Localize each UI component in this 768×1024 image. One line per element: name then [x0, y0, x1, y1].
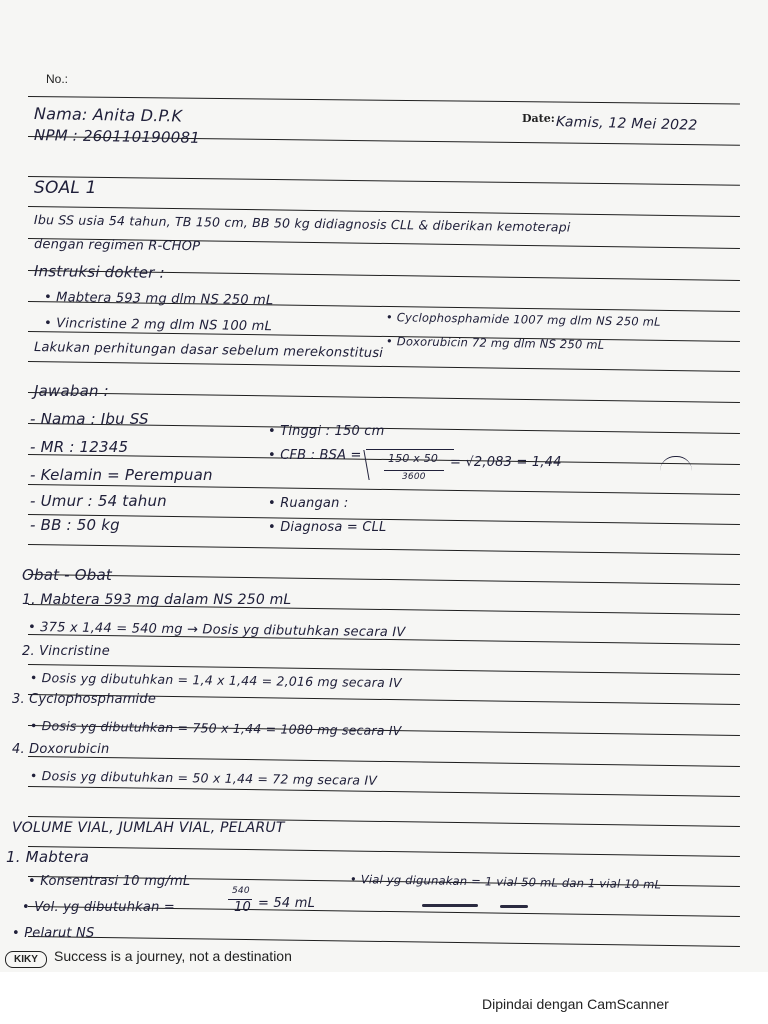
rule-line [28, 846, 740, 857]
patient-room: • Ruangan : [268, 496, 349, 511]
drug-4-calculation: • Dosis yg dibutuhkan = 50 x 1,44 = 72 mg secara IV [29, 768, 378, 788]
drug-2-calculation: • Dosis yg dibutuhkan = 1,4 x 1,44 = 2,016 mg secara IV [29, 670, 402, 691]
question-title: SOAL 1 [34, 178, 97, 198]
drug-2-title: 2. Vincristine [22, 644, 110, 659]
drugs-title: Obat - Obat [22, 566, 112, 584]
patient-height: • Tinggi : 150 cm [268, 424, 385, 439]
drug-1-calculation: • 375 x 1,44 = 540 mg → Dosis yg dibutuhkan secara IV [27, 620, 406, 641]
rule-line [28, 176, 740, 186]
bsa-label: • CFB : BSA = [268, 448, 362, 463]
volume-drug-1-title: 1. Mabtera [6, 848, 90, 866]
rule-line [28, 361, 740, 372]
bsa-denominator: 3600 [402, 472, 426, 482]
student-name: Nama: Anita D.P.K [33, 104, 183, 126]
drug-4-title: 4. Doxorubicin [12, 742, 110, 757]
drug-order-cyclophosphamide: • Cyclophosphamide 1007 mg dlm NS 250 mL [385, 310, 661, 329]
bsa-result: = √2,083 = 1,44 [450, 455, 562, 470]
patient-name: - Nama : Ibu SS [30, 410, 149, 428]
question-instruction: Lakukan perhitungan dasar sebelum merekonstitusi [33, 340, 384, 362]
volume-needed-label: • Vol. yg dibutuhkan = [22, 900, 175, 915]
rule-line [28, 331, 740, 342]
drug-3-calculation: • Dosis yg dibutuhkan = 750 x 1,44 = 1080 mg secara IV [29, 718, 402, 739]
brand-logo: KIKY [5, 951, 47, 968]
rule-line [28, 756, 740, 767]
scanner-caption: Dipindai dengan CamScanner [482, 996, 669, 1012]
vial-used: • Vial yg digunakan = 1 vial 50 mL dan 1 vial 10 mL [349, 872, 662, 892]
patient-sex: - Kelamin = Perempuan [30, 466, 213, 484]
patient-mr: - MR : 12345 [30, 438, 129, 456]
drug-1-title: 1. Mabtera 593 mg dalam NS 250 mL [22, 592, 292, 608]
drug-order-mabtera: • Mabtera 593 mg dlm NS 250 mL [43, 290, 274, 309]
rule-line [28, 544, 740, 555]
solvent: • Pelarut NS [12, 926, 95, 941]
footer-tagline: Success is a journey, not a destination [54, 948, 292, 964]
volume-numerator: 540 [232, 886, 250, 896]
instruction-label: Instruksi dokter : [33, 262, 165, 282]
scribble-mark [422, 904, 478, 907]
patient-age: - Umur : 54 tahun [30, 492, 167, 510]
drug-order-vincristine: • Vincristine 2 mg dlm NS 100 mL [43, 316, 273, 335]
question-text-line-1: Ibu SS usia 54 tahun, TB 150 cm, BB 50 kg didiagnosis CLL & diberikan kemoterapi [33, 212, 571, 235]
answer-title: Jawaban : [34, 382, 109, 400]
rule-line [28, 392, 740, 403]
arrow-mark [660, 456, 692, 471]
scribble-mark [500, 905, 528, 908]
rule-line [28, 574, 740, 585]
student-npm: NPM : 260110190081 [33, 126, 201, 147]
drug-order-doxorubicin: • Doxorubicin 72 mg dlm NS 250 mL [385, 334, 605, 352]
patient-weight: - BB : 50 kg [30, 516, 120, 534]
rule-line [28, 936, 740, 947]
number-label: No.: [46, 72, 69, 86]
question-text-line-2: dengan regimen R-CHOP [33, 237, 201, 255]
patient-diagnosis: • Diagnosa = CLL [268, 520, 387, 535]
drug-3-title: 3. Cyclophosphamide [12, 692, 157, 707]
date-label: Date: [522, 112, 555, 125]
rule-line [28, 96, 740, 104]
volume-denominator: 10 [234, 900, 251, 915]
volume-result: = 54 mL [258, 896, 316, 911]
bsa-fraction-bar [384, 470, 444, 471]
rule-line [28, 786, 740, 797]
bsa-numerator: 150 x 50 [388, 452, 439, 465]
volume-section-title: VOLUME VIAL, JUMLAH VIAL, PELARUT [12, 820, 285, 836]
date-value: Kamis, 12 Mei 2022 [555, 114, 698, 134]
concentration: • Konsentrasi 10 mg/mL [28, 874, 191, 889]
